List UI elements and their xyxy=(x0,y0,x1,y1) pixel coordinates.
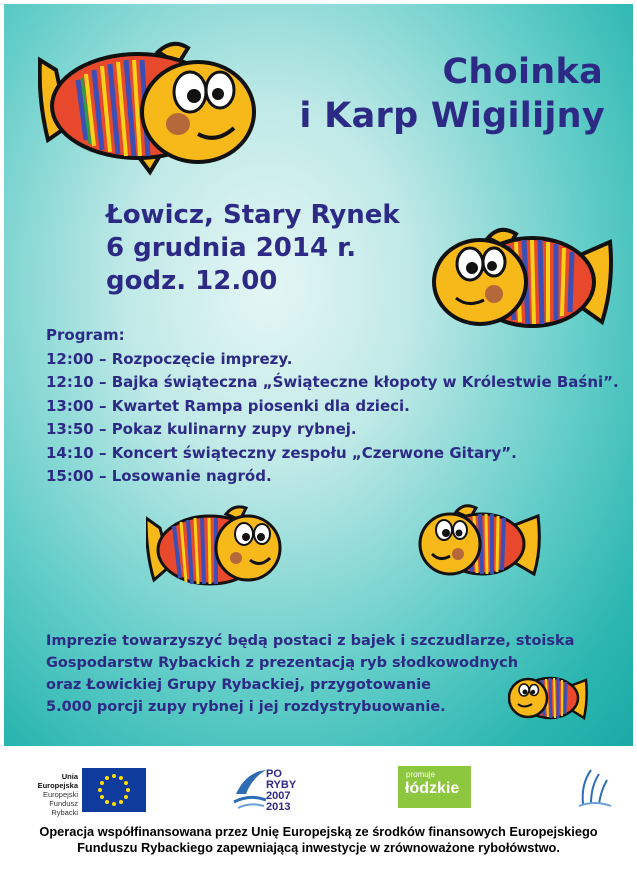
info-line: Gospodarstw Rybackich z prezentacją ryb słodkowodnych xyxy=(46,655,519,671)
program-title: Program: xyxy=(46,326,125,344)
caption-line: Funduszu Rybackiego zapewniającą inwestycje w zrównoważone rybołówstwo. xyxy=(77,840,560,855)
eu-flag-icon xyxy=(82,768,146,812)
program-item: 12:00 – Rozpoczęcie imprezy. xyxy=(46,349,293,368)
poster-panel xyxy=(4,4,633,746)
poryby-logo xyxy=(232,764,297,814)
funding-caption xyxy=(0,824,637,856)
eu-logo-line: Europejski xyxy=(42,790,78,799)
lodzkie-logo xyxy=(398,766,471,808)
program-item: 14:10 – Koncert świąteczny zespołu „Czerwone Gitary”. xyxy=(46,443,517,462)
poryby-line: 2007 xyxy=(266,790,291,802)
lodzkie-big-text: łódzkie xyxy=(405,780,460,797)
poryby-line: 2013 xyxy=(266,801,291,813)
clownfish-icon xyxy=(146,504,282,590)
info-paragraph xyxy=(46,630,574,718)
poryby-logo-icon xyxy=(232,764,268,810)
eu-logo-line: Fundusz xyxy=(49,799,78,808)
info-line: Imprezie towarzyszyć będą postaci z bajek i szczudlarze, stoiska xyxy=(46,633,575,649)
info-line: 5.000 porcji zupy rybnej i jej rozdystrybuowanie. xyxy=(46,699,446,715)
title-line-1: Choinka xyxy=(442,52,603,92)
poryby-logo-text xyxy=(266,769,296,813)
event-time: godz. 12.00 xyxy=(106,266,278,296)
eu-logo-line: Unia Europejska xyxy=(37,772,78,790)
logos-strip xyxy=(0,746,637,888)
title-line-2: i Karp Wigilijny xyxy=(299,96,605,136)
eu-logo-text xyxy=(28,772,78,817)
event-place: Łowicz, Stary Rynek xyxy=(106,200,400,230)
program xyxy=(46,324,619,489)
info-line: oraz Łowickiej Grupy Rybackiej, przygotowanie xyxy=(46,677,432,693)
clownfish-icon xyxy=(416,504,542,582)
event-date: 6 grudnia 2014 r. xyxy=(106,233,357,263)
program-item: 13:50 – Pokaz kulinarny zupy rybnej. xyxy=(46,420,357,438)
program-item: 15:00 – Losowanie nagród. xyxy=(46,467,272,485)
poryby-line: PO RYBY xyxy=(266,768,297,791)
clownfish-icon xyxy=(38,40,258,176)
program-item: 12:10 – Bajka świąteczna „Świąteczne kłopoty w Królestwie Baśni”. xyxy=(46,373,619,391)
clownfish-icon xyxy=(428,226,614,336)
eu-logo-line: Rybacki xyxy=(51,808,78,817)
lodzkie-small-text: promuje xyxy=(406,770,435,779)
caption-line: Operacja współfinansowana przez Unię Europejską ze środków finansowych Europejskiego xyxy=(39,824,598,839)
lgr-logo-icon xyxy=(577,764,613,812)
program-item: 13:00 – Kwartet Rampa piosenki dla dzieci. xyxy=(46,396,410,415)
